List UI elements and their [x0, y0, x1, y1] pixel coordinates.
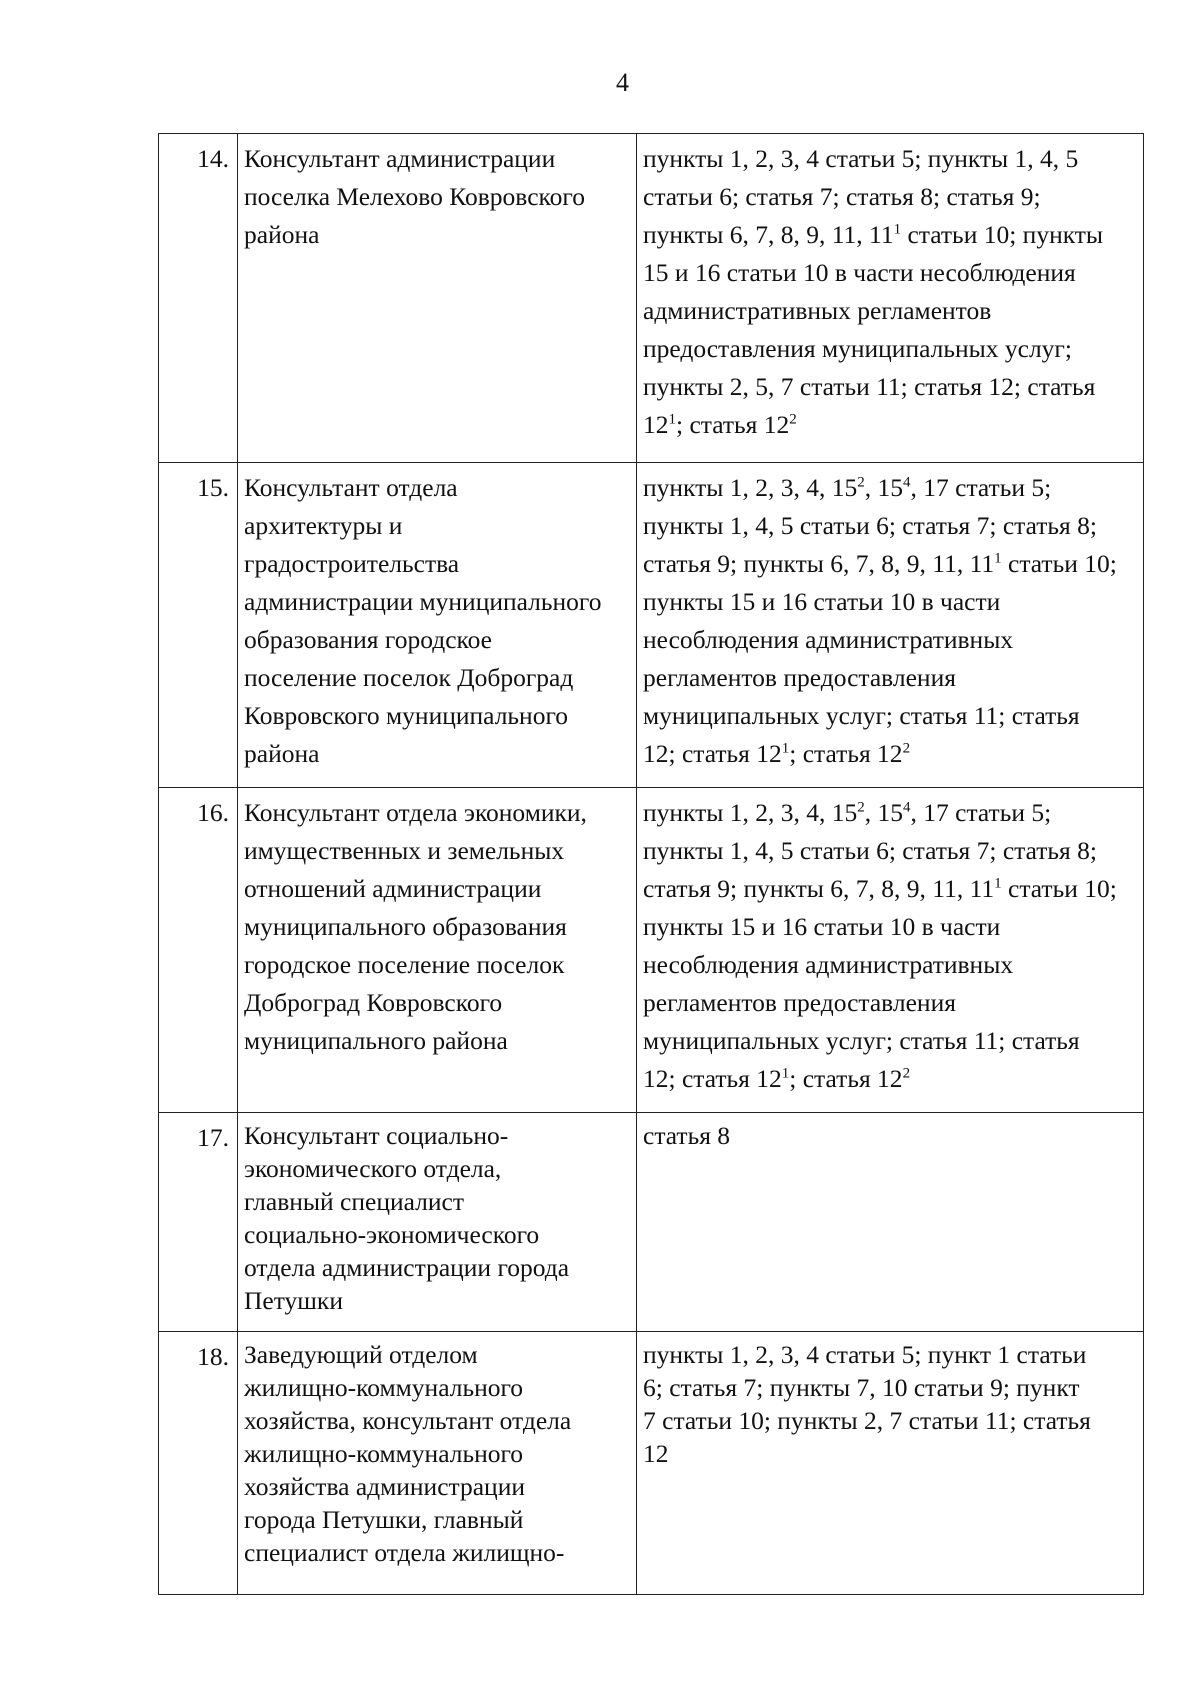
articles-cell [637, 1332, 1144, 1595]
row-number: 16. [159, 788, 238, 1113]
table-row [159, 1332, 1144, 1595]
articles-text: пункты 1, 2, 3, 4 статьи 5; пункт 1 статьи 6; статья 7; пункты 7, 10 статьи 9; пункт 7 статьи 10; пункты 2, 7 статьи 11; статья 12 [643, 1340, 1091, 1468]
position-cell [238, 1113, 637, 1332]
position-text: Заведующий отделом жилищно-коммунального хозяйства, консультант отдела жилищно-коммунального хозяйства администрации города Петушки, главный специалист отдела жилищно- [244, 1340, 572, 1567]
position-cell [238, 788, 637, 1113]
articles-cell [637, 463, 1144, 788]
responsibility-table [158, 133, 1144, 1595]
position-cell [238, 134, 637, 463]
position-text: Консультант администрации поселка Мелехово Ковровского района [244, 144, 585, 249]
articles-text: статья 8 [643, 1121, 731, 1150]
position-cell [238, 1332, 637, 1595]
articles-cell [637, 1113, 1144, 1332]
table-row [159, 463, 1144, 788]
row-number: 14. [159, 134, 238, 463]
articles-text: пункты 1, 2, 3, 4 статьи 5; пункты 1, 4, 5 статьи 6; статья 7; статья 8; статья 9; пункты 6, 7, 8, 9, 11, $11^1$ статьи 10; пункты 15 и 16 статьи 10 в части несоблюдения административных регламентов предоставления муниципальных услуг; пункты 2, 5, 7 статьи 11; статья 12; статья $12^1$; статья $12^2$ [643, 144, 1104, 439]
articles-text: пункты 1, 2, 3, 4, $15^2$, $15^4$, 17 статьи 5; пункты 1, 4, 5 статьи 6; статья 7; статья 8; статья 9; пункты 6, 7, 8, 9, 11, $11^1$ статьи 10; пункты 15 и 16 статьи 10 в части несоблюдения административных регламентов предоставления муниципальных услуг; статья 11; статья 12; статья $12^1$; статья $12^2$ [643, 798, 1117, 1093]
table-row [159, 1113, 1144, 1332]
position-text: Консультант социально- экономического отдела, главный специалист социально-экономического отдела администрации города Петушки [244, 1121, 570, 1315]
row-number: 15. [159, 463, 238, 788]
table-row [159, 134, 1144, 463]
row-number: 17. [159, 1113, 238, 1332]
articles-text: пункты 1, 2, 3, 4, $15^2$, $15^4$, 17 статьи 5; пункты 1, 4, 5 статьи 6; статья 7; статья 8; статья 9; пункты 6, 7, 8, 9, 11, $11^1$ статьи 10; пункты 15 и 16 статьи 10 в части несоблюдения административных регламентов предоставления муниципальных услуг; статья 11; статья 12; статья $12^1$; статья $12^2$ [643, 473, 1117, 768]
page-number: 4 [616, 68, 629, 97]
position-text: Консультант отдела архитектуры и градостроительства администрации муниципального образования городское поселение поселок Доброград Ковровского муниципального района [244, 473, 602, 768]
articles-cell [637, 788, 1144, 1113]
row-number: 18. [159, 1332, 238, 1595]
table-row [159, 788, 1144, 1113]
position-text: Консультант отдела экономики, имущественных и земельных отношений администрации муниципального образования городское поселение поселок Доброград Ковровского муниципального района [244, 798, 587, 1055]
articles-cell [637, 134, 1144, 463]
position-cell [238, 463, 637, 788]
